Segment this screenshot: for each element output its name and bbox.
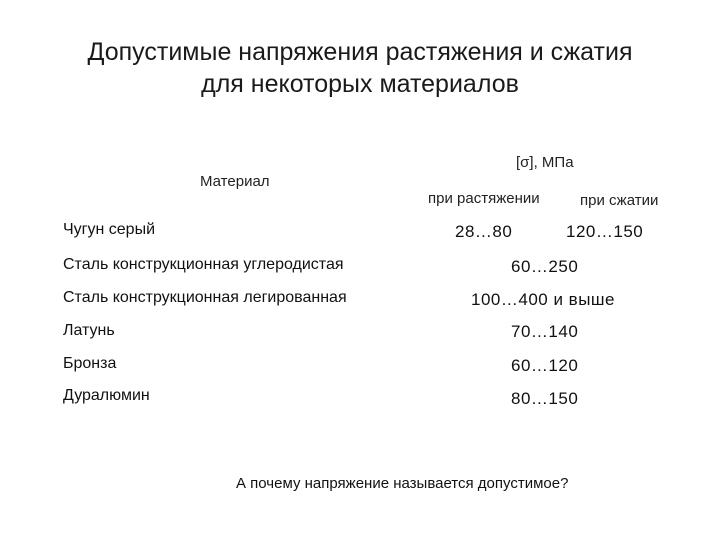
header-compression: при сжатии [580, 192, 659, 209]
row-material-duralumin: Дуралюмин [63, 387, 150, 404]
header-material: Материал [200, 173, 270, 190]
row-material-bronze: Бронза [63, 355, 117, 372]
row-value-carbon-steel: 60…250 [511, 257, 579, 276]
row-compression-cast-iron: 120…150 [566, 222, 644, 241]
row-value-alloy-steel: 100…400 и выше [471, 290, 616, 309]
row-value-bronze: 60…120 [511, 356, 579, 375]
row-material-cast-iron: Чугун серый [63, 221, 156, 238]
header-tension: при растяжении [428, 190, 540, 207]
row-value-brass: 70…140 [511, 322, 579, 341]
row-material-brass: Латунь [63, 322, 115, 339]
row-value-duralumin: 80…150 [511, 389, 579, 408]
header-stress-group: [σ], МПа [516, 154, 574, 171]
slide-title-line-2: для некоторых материалов [201, 70, 519, 98]
row-tension-cast-iron: 28…80 [455, 222, 513, 241]
row-material-carbon-steel: Сталь конструкционная углеродистая [63, 256, 344, 273]
row-material-alloy-steel: Сталь конструкционная легированная [63, 289, 347, 306]
slide-title-line-1: Допустимые напряжения растяжения и сжатия [87, 38, 633, 66]
question-text: А почему напряжение называется допустимое? [236, 475, 569, 492]
